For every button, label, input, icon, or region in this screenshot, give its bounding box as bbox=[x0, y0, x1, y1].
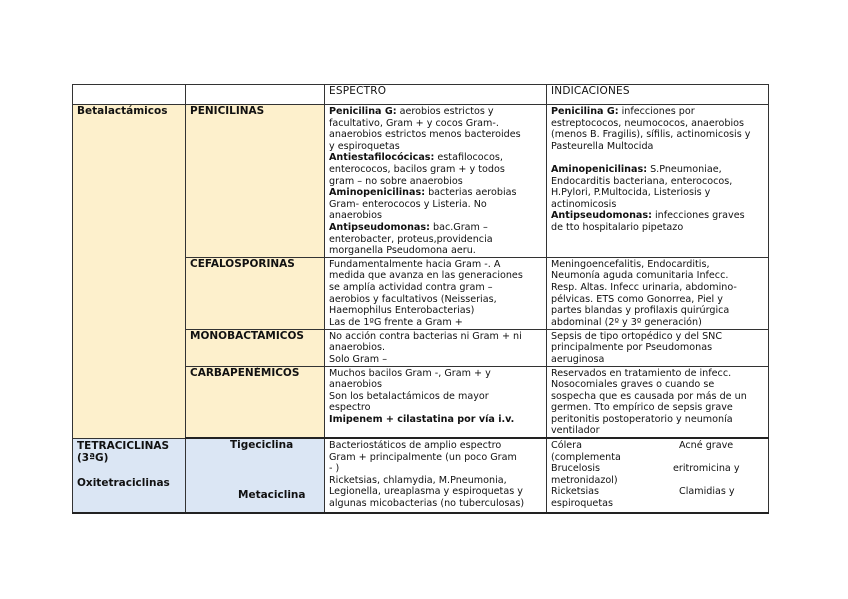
tetraciclinas-indicaciones bbox=[547, 438, 769, 513]
text: ventilador bbox=[551, 425, 600, 437]
imipenem-note: Imipenem + cilastatina por vía i.v. bbox=[329, 413, 515, 425]
spacer bbox=[551, 152, 764, 164]
text: Clamidias y bbox=[679, 486, 735, 498]
text: peritonitis postoperatorio y neumonía bbox=[551, 413, 733, 425]
text: enterococos, bacilos gram + y todos bbox=[329, 163, 505, 175]
monobactamicos-indicaciones bbox=[547, 329, 769, 366]
group-monobactamicos: MONOBACTÁMICOS bbox=[186, 329, 325, 366]
text: espiroquetas bbox=[551, 498, 613, 510]
text: (complementa bbox=[551, 451, 621, 463]
text: germen. Tto empírico de sepsis grave bbox=[551, 402, 733, 414]
text: Sepsis de tipo ortopédico y del SNC bbox=[551, 330, 723, 342]
text: medida que avanza en las generaciones bbox=[329, 270, 523, 282]
text: Brucelosis bbox=[551, 463, 600, 475]
tigeciclina-label: Tigeciclina bbox=[230, 439, 294, 452]
text: H.Pylori, P.Multocida, Listeriosis y bbox=[551, 187, 711, 199]
penicilinas-espectro bbox=[325, 105, 547, 258]
text: Gram- enterococos y Listeria. No bbox=[329, 198, 487, 210]
text: pélvicas. ETS como Gonorrea, Piel y bbox=[551, 293, 723, 305]
antiestafilococicas-label: Antiestafilocócicas: bbox=[329, 152, 435, 164]
text: Muchos bacilos Gram -, Gram + y bbox=[329, 367, 491, 379]
aminopenicilinas-label: Aminopenicilinas: bbox=[329, 187, 426, 199]
penicilinas-indicaciones bbox=[547, 105, 769, 258]
text: estafilococos, bbox=[434, 152, 503, 164]
text: Neumonía aguda comunitaria Infecc. bbox=[551, 270, 729, 282]
group-penicilinas: PENICILINAS bbox=[186, 105, 325, 258]
text: Las de 1ºG frente a Gram + bbox=[329, 316, 463, 328]
text: Reservados en tratamiento de infecc. bbox=[551, 367, 732, 379]
text: Son los betalactámicos de mayor bbox=[329, 390, 489, 402]
aminopenicilinas-ind-label: Aminopenicilinas: bbox=[551, 163, 648, 175]
text: Fundamentalmente hacia Gram -. A bbox=[329, 258, 501, 270]
text: enterobacter, proteus,providencia bbox=[329, 233, 493, 245]
pen-g-label: Penicilina G: bbox=[329, 106, 397, 117]
text: se amplía actividad contra gram – bbox=[329, 281, 493, 293]
text: (menos B. Fragilis), sífilis, actinomicosis y bbox=[551, 129, 751, 141]
carbapenemicos-espectro bbox=[325, 366, 547, 438]
text: Pasteurella Multocida bbox=[551, 140, 654, 152]
text: espectro bbox=[329, 402, 371, 414]
text: sospecha que es causada por más de un bbox=[551, 390, 747, 402]
oxitetraciclinas-label: Oxitetraciclinas bbox=[77, 476, 170, 489]
text: morganella Pseudomona aeru. bbox=[329, 245, 476, 257]
cefalosporinas-espectro bbox=[325, 257, 547, 329]
text: aeruginosa bbox=[551, 353, 605, 365]
text: anaerobios bbox=[329, 210, 382, 222]
header-indicaciones: INDICACIONES bbox=[547, 85, 769, 105]
text: Ricketsias bbox=[551, 486, 600, 498]
text: bac.Gram – bbox=[429, 221, 488, 233]
header-empty-1 bbox=[73, 85, 186, 105]
header-empty-2 bbox=[186, 85, 325, 105]
group-cefalosporinas: CEFALOSPORINAS bbox=[186, 257, 325, 329]
text: anaerobios. bbox=[329, 342, 386, 354]
text: Cólera bbox=[551, 440, 582, 452]
text: abdominal (2º y 3º generación) bbox=[551, 316, 702, 328]
metaciclina-label: Metaciclina bbox=[238, 489, 306, 502]
row-penicilinas bbox=[73, 105, 769, 258]
text: y espiroquetas bbox=[329, 140, 400, 152]
text: Nosocomiales graves o cuando se bbox=[551, 379, 715, 391]
text: facultativo, Gram + y cocos Gram-. bbox=[329, 117, 499, 129]
family-tetraciclinas bbox=[73, 438, 186, 513]
antipseudomonas-label: Antipseudomonas: bbox=[329, 221, 430, 233]
text: Meningoencefalitis, Endocarditis, bbox=[551, 258, 710, 270]
group-carbapenemicos: CARBAPENÉMICOS bbox=[186, 366, 325, 438]
text: No acción contra bacterias ni Gram + ni bbox=[329, 330, 522, 342]
text: anaerobios bbox=[329, 379, 382, 391]
text: partes blandas y profilaxis quirúrgica bbox=[551, 305, 730, 317]
text: bacterias aerobias bbox=[425, 187, 517, 199]
tetraciclinas-espectro bbox=[325, 438, 547, 513]
text: eritromicina y bbox=[673, 463, 740, 475]
text: Gram + principalmente (un poco Gram bbox=[329, 451, 517, 463]
text: - ) bbox=[329, 463, 340, 475]
text: S.Pneumoniae, bbox=[647, 163, 722, 175]
text: estreptococos, neumococos, anaerobios bbox=[551, 117, 745, 129]
text: gram – no sobre anaerobios bbox=[329, 175, 463, 187]
text: Resp. Altas. Infecc urinaria, abdomino- bbox=[551, 281, 737, 293]
text: Ricketsias, chlamydia, M.Pneumonia, bbox=[329, 474, 507, 486]
text: actinomicosis bbox=[551, 198, 617, 210]
tetraciclinas-gen: (3ªG) bbox=[77, 451, 109, 464]
text: Acné grave bbox=[679, 440, 734, 452]
text: infecciones por bbox=[618, 106, 695, 117]
carbapenemicos-indicaciones bbox=[547, 366, 769, 438]
text: anaerobios estrictos menos bacteroides bbox=[329, 129, 521, 141]
text: Legionella, ureaplasma y espiroquetas y bbox=[329, 486, 523, 498]
cefalosporinas-indicaciones bbox=[547, 257, 769, 329]
text: metronidazol) bbox=[551, 474, 618, 486]
antipseudomonas-ind-label: Antipseudomonas: bbox=[551, 210, 652, 222]
header-row bbox=[73, 85, 769, 105]
group-tetraciclinas bbox=[186, 438, 325, 513]
row-tetraciclinas bbox=[73, 438, 769, 513]
text: aerobios y facultativos (Neisserias, bbox=[329, 293, 497, 305]
text: infecciones graves bbox=[651, 210, 745, 222]
text: Solo Gram – bbox=[329, 353, 387, 365]
text: Haemophilus Enterobacterias) bbox=[329, 305, 475, 317]
text: de tto hospitalario pipetazo bbox=[551, 221, 684, 233]
antibiotics-table bbox=[72, 84, 769, 514]
monobactamicos-espectro bbox=[325, 329, 547, 366]
family-betalactamicos: Betalactámicos bbox=[73, 105, 186, 439]
pen-g-ind-label: Penicilina G: bbox=[551, 106, 619, 117]
text: Bacteriostáticos de amplio espectro bbox=[329, 440, 502, 452]
text: aerobios estrictos y bbox=[396, 106, 494, 117]
text: algunas micobacterias (no tuberculosas) bbox=[329, 498, 525, 510]
header-espectro: ESPECTRO bbox=[325, 85, 547, 105]
tetraciclinas-label: TETRACICLINAS bbox=[77, 439, 170, 452]
text: principalmente por Pseudomonas bbox=[551, 342, 713, 354]
text: Endocarditis bacteriana, enterococos, bbox=[551, 175, 733, 187]
